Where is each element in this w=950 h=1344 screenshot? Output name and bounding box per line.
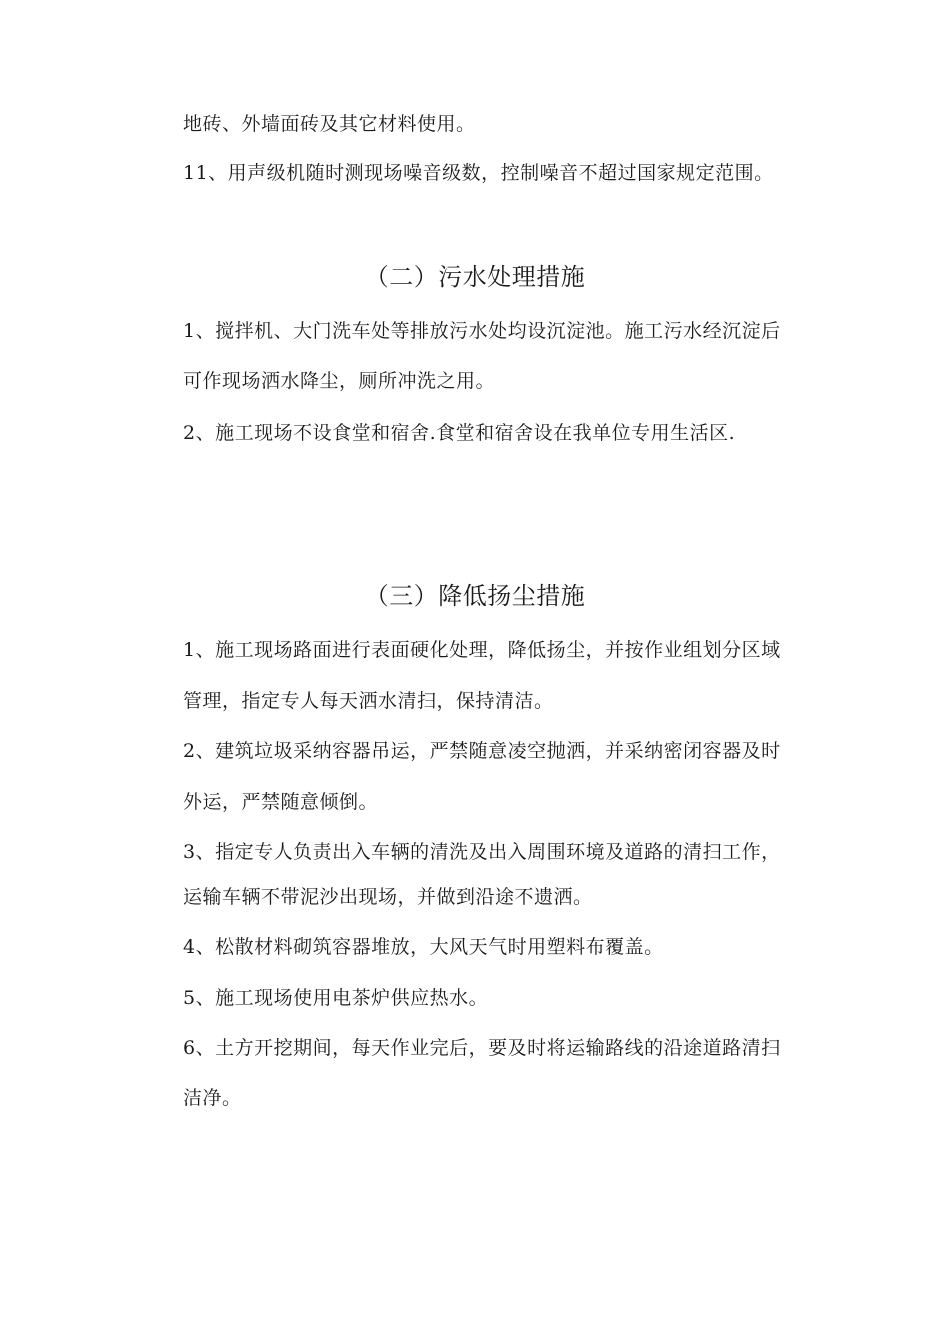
section-3-paragraph-2-line-2: 外运，严禁随意倾倒。	[183, 791, 379, 813]
section-2-paragraph-2-line-1: 2、施工现场不设食堂和宿舍.食堂和宿舍设在我单位专用生活区.	[183, 422, 736, 444]
section-3-paragraph-3-line-2: 运输车辆不带泥沙出现场，并做到沿途不遗洒。	[183, 886, 593, 908]
section-2-title: （二）污水处理措施	[364, 263, 586, 291]
section-3-paragraph-1-line-1: 1、施工现场路面进行表面硬化处理，降低扬尘，并按作业组划分区域	[183, 639, 781, 661]
intro-line-2: 11、用声级机随时测现场噪音级数，控制噪音不超过国家规定范围。	[183, 162, 774, 184]
section-2-paragraph-1-line-2: 可作现场洒水降尘，厕所冲洗之用。	[183, 370, 496, 392]
section-3-paragraph-6-line-1: 6、土方开挖期间，每天作业完后，要及时将运输路线的沿途道路清扫	[183, 1037, 781, 1059]
section-3-paragraph-2-line-1: 2、建筑垃圾采纳容器吊运，严禁随意凌空抛洒，并采纳密闭容器及时	[183, 740, 781, 762]
section-3-title: （三）降低扬尘措施	[364, 582, 586, 610]
section-2-paragraph-1-line-1: 1、搅拌机、大门洗车处等排放污水处均设沉淀池。施工污水经沉淀后	[183, 320, 781, 342]
section-3-paragraph-5-line-1: 5、施工现场使用电茶炉供应热水。	[183, 987, 489, 1009]
section-3-paragraph-6-line-2: 洁净。	[183, 1087, 242, 1109]
section-3-paragraph-4-line-1: 4、松散材料砌筑容器堆放，大风天气时用塑料布覆盖。	[183, 936, 664, 958]
section-3-paragraph-1-line-2: 管理，指定专人每天洒水清扫，保持清洁。	[183, 690, 554, 712]
intro-line-1: 地砖、外墙面砖及其它材料使用。	[183, 113, 476, 135]
section-3-paragraph-3-line-1: 3、指定专人负责出入车辆的清洗及出入周围环境及道路的清扫工作，	[183, 841, 781, 863]
